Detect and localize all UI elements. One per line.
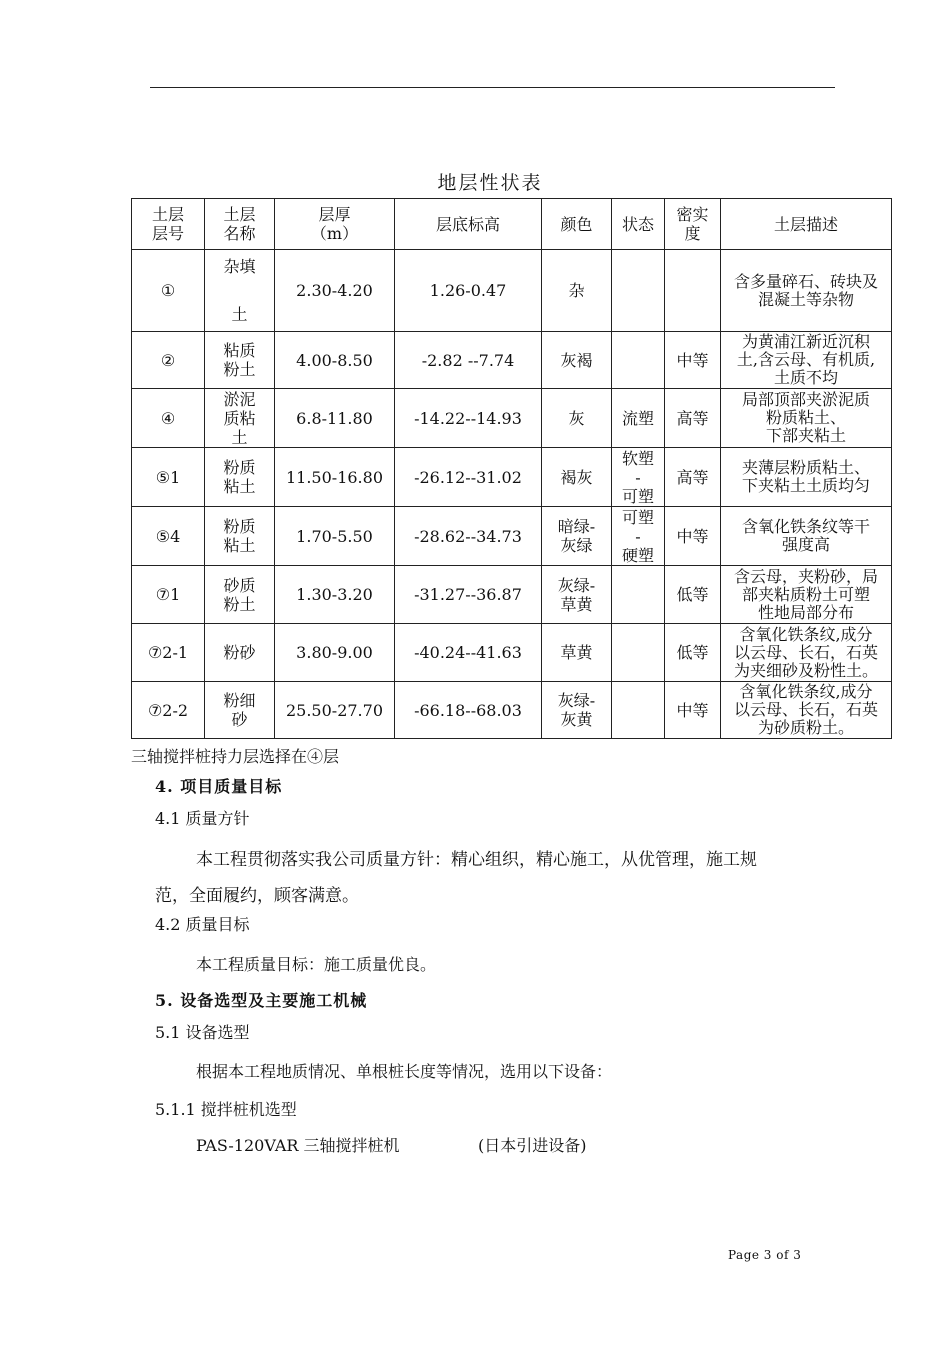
- description-cell-line: 以云母、长石，石英: [733, 642, 878, 662]
- layer-name-cell: [205, 507, 275, 566]
- state-cell-line: 可塑: [621, 507, 654, 527]
- section-4-1-heading: 4.1 质量方针: [155, 809, 250, 828]
- color-cell-line: 草黄: [560, 594, 593, 614]
- column-header-line: 层号: [151, 224, 184, 243]
- description-cell-line: 含氧化铁条纹等干: [741, 517, 870, 536]
- section-5-heading: 5. 设备选型及主要施工机械: [155, 991, 368, 1010]
- column-header-line: 层厚: [318, 205, 351, 224]
- color-cell-line: 灰黄: [560, 710, 593, 729]
- bottom-elevation-cell: -31.27--36.87: [395, 566, 542, 624]
- layer-name-cell: [205, 682, 275, 739]
- state-cell: [612, 448, 665, 507]
- bearing-layer-note: 三轴搅拌桩持力层选择在④层: [131, 747, 340, 766]
- bottom-elevation-cell: -66.18--68.03: [395, 682, 542, 739]
- description-cell: [721, 566, 892, 624]
- table-row: [132, 566, 892, 624]
- table-row: [132, 682, 892, 739]
- color-cell-line: 灰绿-: [557, 575, 596, 595]
- description-cell-line: 为黄浦江新近沉积: [741, 332, 870, 351]
- layer-thickness-cell: 6.8-11.80: [275, 389, 395, 448]
- column-header-line: 密实: [676, 205, 709, 224]
- column-header-line: （m）: [310, 224, 359, 243]
- table-row: [132, 507, 892, 566]
- description-cell-line: 含云母，夹粉砂，局: [733, 566, 878, 586]
- description-cell-line: 含氧化铁条纹,成分: [739, 682, 873, 701]
- layer-number-cell: ⑦1: [132, 566, 205, 624]
- layer-name-cell-line: 粘土: [223, 536, 256, 555]
- column-header: [665, 199, 721, 250]
- state-cell: [612, 566, 665, 624]
- description-cell-line: 性地局部分布: [757, 602, 854, 622]
- layer-name-cell-line: 粉细: [223, 691, 256, 710]
- layer-name-cell: [205, 250, 275, 332]
- state-cell: [612, 507, 665, 566]
- color-cell: [542, 250, 612, 332]
- state-cell: [612, 682, 665, 739]
- color-cell: [542, 389, 612, 448]
- section-4-heading: 4. 项目质量目标: [155, 777, 283, 796]
- state-cell-line: 硬塑: [621, 545, 654, 565]
- density-cell: 低等: [665, 624, 721, 682]
- description-cell-line: 部夹粘质粉土可塑: [741, 584, 870, 604]
- table-title: 地层性状表: [437, 172, 543, 194]
- layer-name-cell-line: 粉土: [223, 360, 256, 379]
- density-cell: 中等: [665, 332, 721, 389]
- table-row: [132, 250, 892, 332]
- density-cell: 高等: [665, 389, 721, 448]
- layer-number-cell: ⑦2-2: [132, 682, 205, 739]
- layer-name-cell-line: 杂填: [223, 256, 256, 276]
- table-header-row: [132, 199, 892, 250]
- layer-name-cell-line: 粉土: [223, 594, 256, 614]
- density-cell: [665, 250, 721, 332]
- column-header: [612, 199, 665, 250]
- column-header-line: 度: [684, 224, 701, 243]
- color-cell-line: 灰绿-: [557, 691, 596, 710]
- layer-number-cell: ②: [132, 332, 205, 389]
- description-cell: [721, 682, 892, 739]
- state-cell: [612, 624, 665, 682]
- quality-target-text: 本工程质量目标：施工质量优良。: [196, 955, 437, 974]
- description-cell: [721, 507, 892, 566]
- density-cell: 中等: [665, 682, 721, 739]
- bottom-elevation-cell: -26.12--31.02: [395, 448, 542, 507]
- color-cell: [542, 448, 612, 507]
- density-cell: 中等: [665, 507, 721, 566]
- bottom-elevation-cell: 1.26-0.47: [395, 250, 542, 332]
- layer-name-cell: [205, 566, 275, 624]
- layer-name-cell: [205, 332, 275, 389]
- layer-name-cell: [205, 624, 275, 682]
- layer-thickness-cell: 11.50-16.80: [275, 448, 395, 507]
- density-cell: 低等: [665, 566, 721, 624]
- column-header-line: 土层描述: [773, 214, 838, 234]
- column-header-line: 层底标高: [435, 214, 500, 234]
- column-header: [205, 199, 275, 250]
- color-cell: [542, 682, 612, 739]
- layer-name-cell-line: 砂: [231, 710, 248, 729]
- description-cell: [721, 389, 892, 448]
- layer-thickness-cell: 25.50-27.70: [275, 682, 395, 739]
- layer-thickness-cell: 4.00-8.50: [275, 332, 395, 389]
- layer-name-cell-line: 砂质: [223, 575, 256, 595]
- color-cell-line: 褐灰: [560, 467, 593, 487]
- description-cell-line: 为夹细砂及粉性土。: [733, 660, 878, 680]
- column-header: [132, 199, 205, 250]
- description-cell-line: 强度高: [781, 535, 830, 554]
- layer-thickness-cell: 1.30-3.20: [275, 566, 395, 624]
- column-header: [542, 199, 612, 250]
- layer-thickness-cell: 1.70-5.50: [275, 507, 395, 566]
- column-header-line: 土层: [223, 205, 256, 224]
- description-cell-line: 局部顶部夹淤泥质: [741, 390, 870, 409]
- state-cell: [612, 250, 665, 332]
- layer-name-cell: [205, 389, 275, 448]
- column-header-line: 土层: [151, 205, 184, 224]
- description-cell-line: 粉质粘土、: [765, 408, 846, 427]
- state-cell: [612, 332, 665, 389]
- column-header: [721, 199, 892, 250]
- page-number: Page 3 of 3: [728, 1248, 802, 1262]
- layer-name-cell-line: 粘土: [223, 477, 256, 496]
- column-header-line: 名称: [223, 224, 256, 243]
- color-cell-line: 灰: [568, 408, 585, 428]
- table-row: [132, 332, 892, 389]
- layer-name-cell-line: 粉砂: [223, 643, 256, 662]
- layer-name-cell-line: 土: [231, 304, 248, 324]
- strata-table: [131, 198, 892, 739]
- column-header: [275, 199, 395, 250]
- description-cell-line: 下部夹粘土: [765, 426, 846, 445]
- layer-number-cell: ①: [132, 250, 205, 332]
- layer-name-cell-line: 粘质: [223, 341, 256, 360]
- layer-name-cell-line: 淤泥: [223, 389, 256, 409]
- table-row: [132, 624, 892, 682]
- description-cell-line: 下夹粘土土质均匀: [741, 476, 870, 495]
- color-cell-line: 草黄: [560, 643, 593, 662]
- color-cell: [542, 332, 612, 389]
- layer-number-cell: ⑤1: [132, 448, 205, 507]
- column-header-line: 颜色: [560, 214, 593, 234]
- section-5-1-1-heading: 5.1.1 搅拌桩机选型: [155, 1100, 297, 1119]
- layer-number-cell: ⑤4: [132, 507, 205, 566]
- color-cell: [542, 624, 612, 682]
- description-cell-line: 夹薄层粉质粘土、: [741, 458, 870, 477]
- description-cell-line: 土质不均: [773, 368, 838, 387]
- description-cell: [721, 448, 892, 507]
- state-cell-line: 可塑: [621, 486, 654, 506]
- column-header: [395, 199, 542, 250]
- description-cell: [721, 332, 892, 389]
- layer-name-cell-line: 土: [231, 427, 248, 447]
- equipment-selection-text: 根据本工程地质情况、单根桩长度等情况，选用以下设备：: [196, 1062, 613, 1081]
- color-cell-line: 暗绿-: [557, 517, 596, 536]
- layer-name-cell-line: 粉质: [223, 458, 256, 477]
- equipment-model: PAS-120VAR 三轴搅拌桩机: [196, 1136, 400, 1155]
- section-4-2-heading: 4.2 质量目标: [155, 915, 250, 934]
- table-row: [132, 389, 892, 448]
- table-row: [132, 448, 892, 507]
- color-cell: [542, 507, 612, 566]
- quality-policy-text: 本工程贯彻落实我公司质量方针：精心组织，精心施工，从优管理，施工规: [196, 850, 757, 870]
- description-cell-line: 含氧化铁条纹,成分: [739, 624, 873, 644]
- layer-name-cell-line: 粉质: [223, 517, 256, 536]
- state-cell-line: 软塑: [621, 448, 654, 468]
- layer-number-cell: ④: [132, 389, 205, 448]
- color-cell-line: 杂: [568, 281, 585, 300]
- description-cell: [721, 624, 892, 682]
- bottom-elevation-cell: -40.24--41.63: [395, 624, 542, 682]
- bottom-elevation-cell: -14.22--14.93: [395, 389, 542, 448]
- color-cell: [542, 566, 612, 624]
- layer-thickness-cell: 3.80-9.00: [275, 624, 395, 682]
- description-cell-line: 以云母、长石，石英: [733, 700, 878, 719]
- layer-thickness-cell: 2.30-4.20: [275, 250, 395, 332]
- bottom-elevation-cell: -2.82 --7.74: [395, 332, 542, 389]
- state-cell: [612, 389, 665, 448]
- description-cell: [721, 250, 892, 332]
- description-cell-line: 为砂质粉土。: [757, 718, 854, 737]
- state-cell-line: -: [635, 467, 641, 487]
- description-cell-line: 混凝土等杂物: [757, 289, 854, 309]
- section-5-1-heading: 5.1 设备选型: [155, 1023, 250, 1042]
- quality-policy-text-cont: 范，全面履约，顾客满意。: [155, 886, 359, 906]
- equipment-origin-note: (日本引进设备): [478, 1136, 587, 1155]
- layer-number-cell: ⑦2-1: [132, 624, 205, 682]
- bottom-elevation-cell: -28.62--34.73: [395, 507, 542, 566]
- description-cell-line: 土,含云母、有机质,: [736, 350, 876, 369]
- header-rule: [150, 87, 835, 88]
- description-cell-line: 含多量碎石、砖块及: [733, 271, 878, 291]
- color-cell-line: 灰褐: [560, 350, 593, 370]
- state-cell-line: -: [635, 526, 641, 546]
- color-cell-line: 灰绿: [560, 536, 593, 555]
- density-cell: 高等: [665, 448, 721, 507]
- column-header-line: 状态: [621, 214, 654, 234]
- layer-name-cell: [205, 448, 275, 507]
- layer-name-cell-line: 质粘: [223, 408, 256, 428]
- state-cell-line: 流塑: [621, 408, 654, 428]
